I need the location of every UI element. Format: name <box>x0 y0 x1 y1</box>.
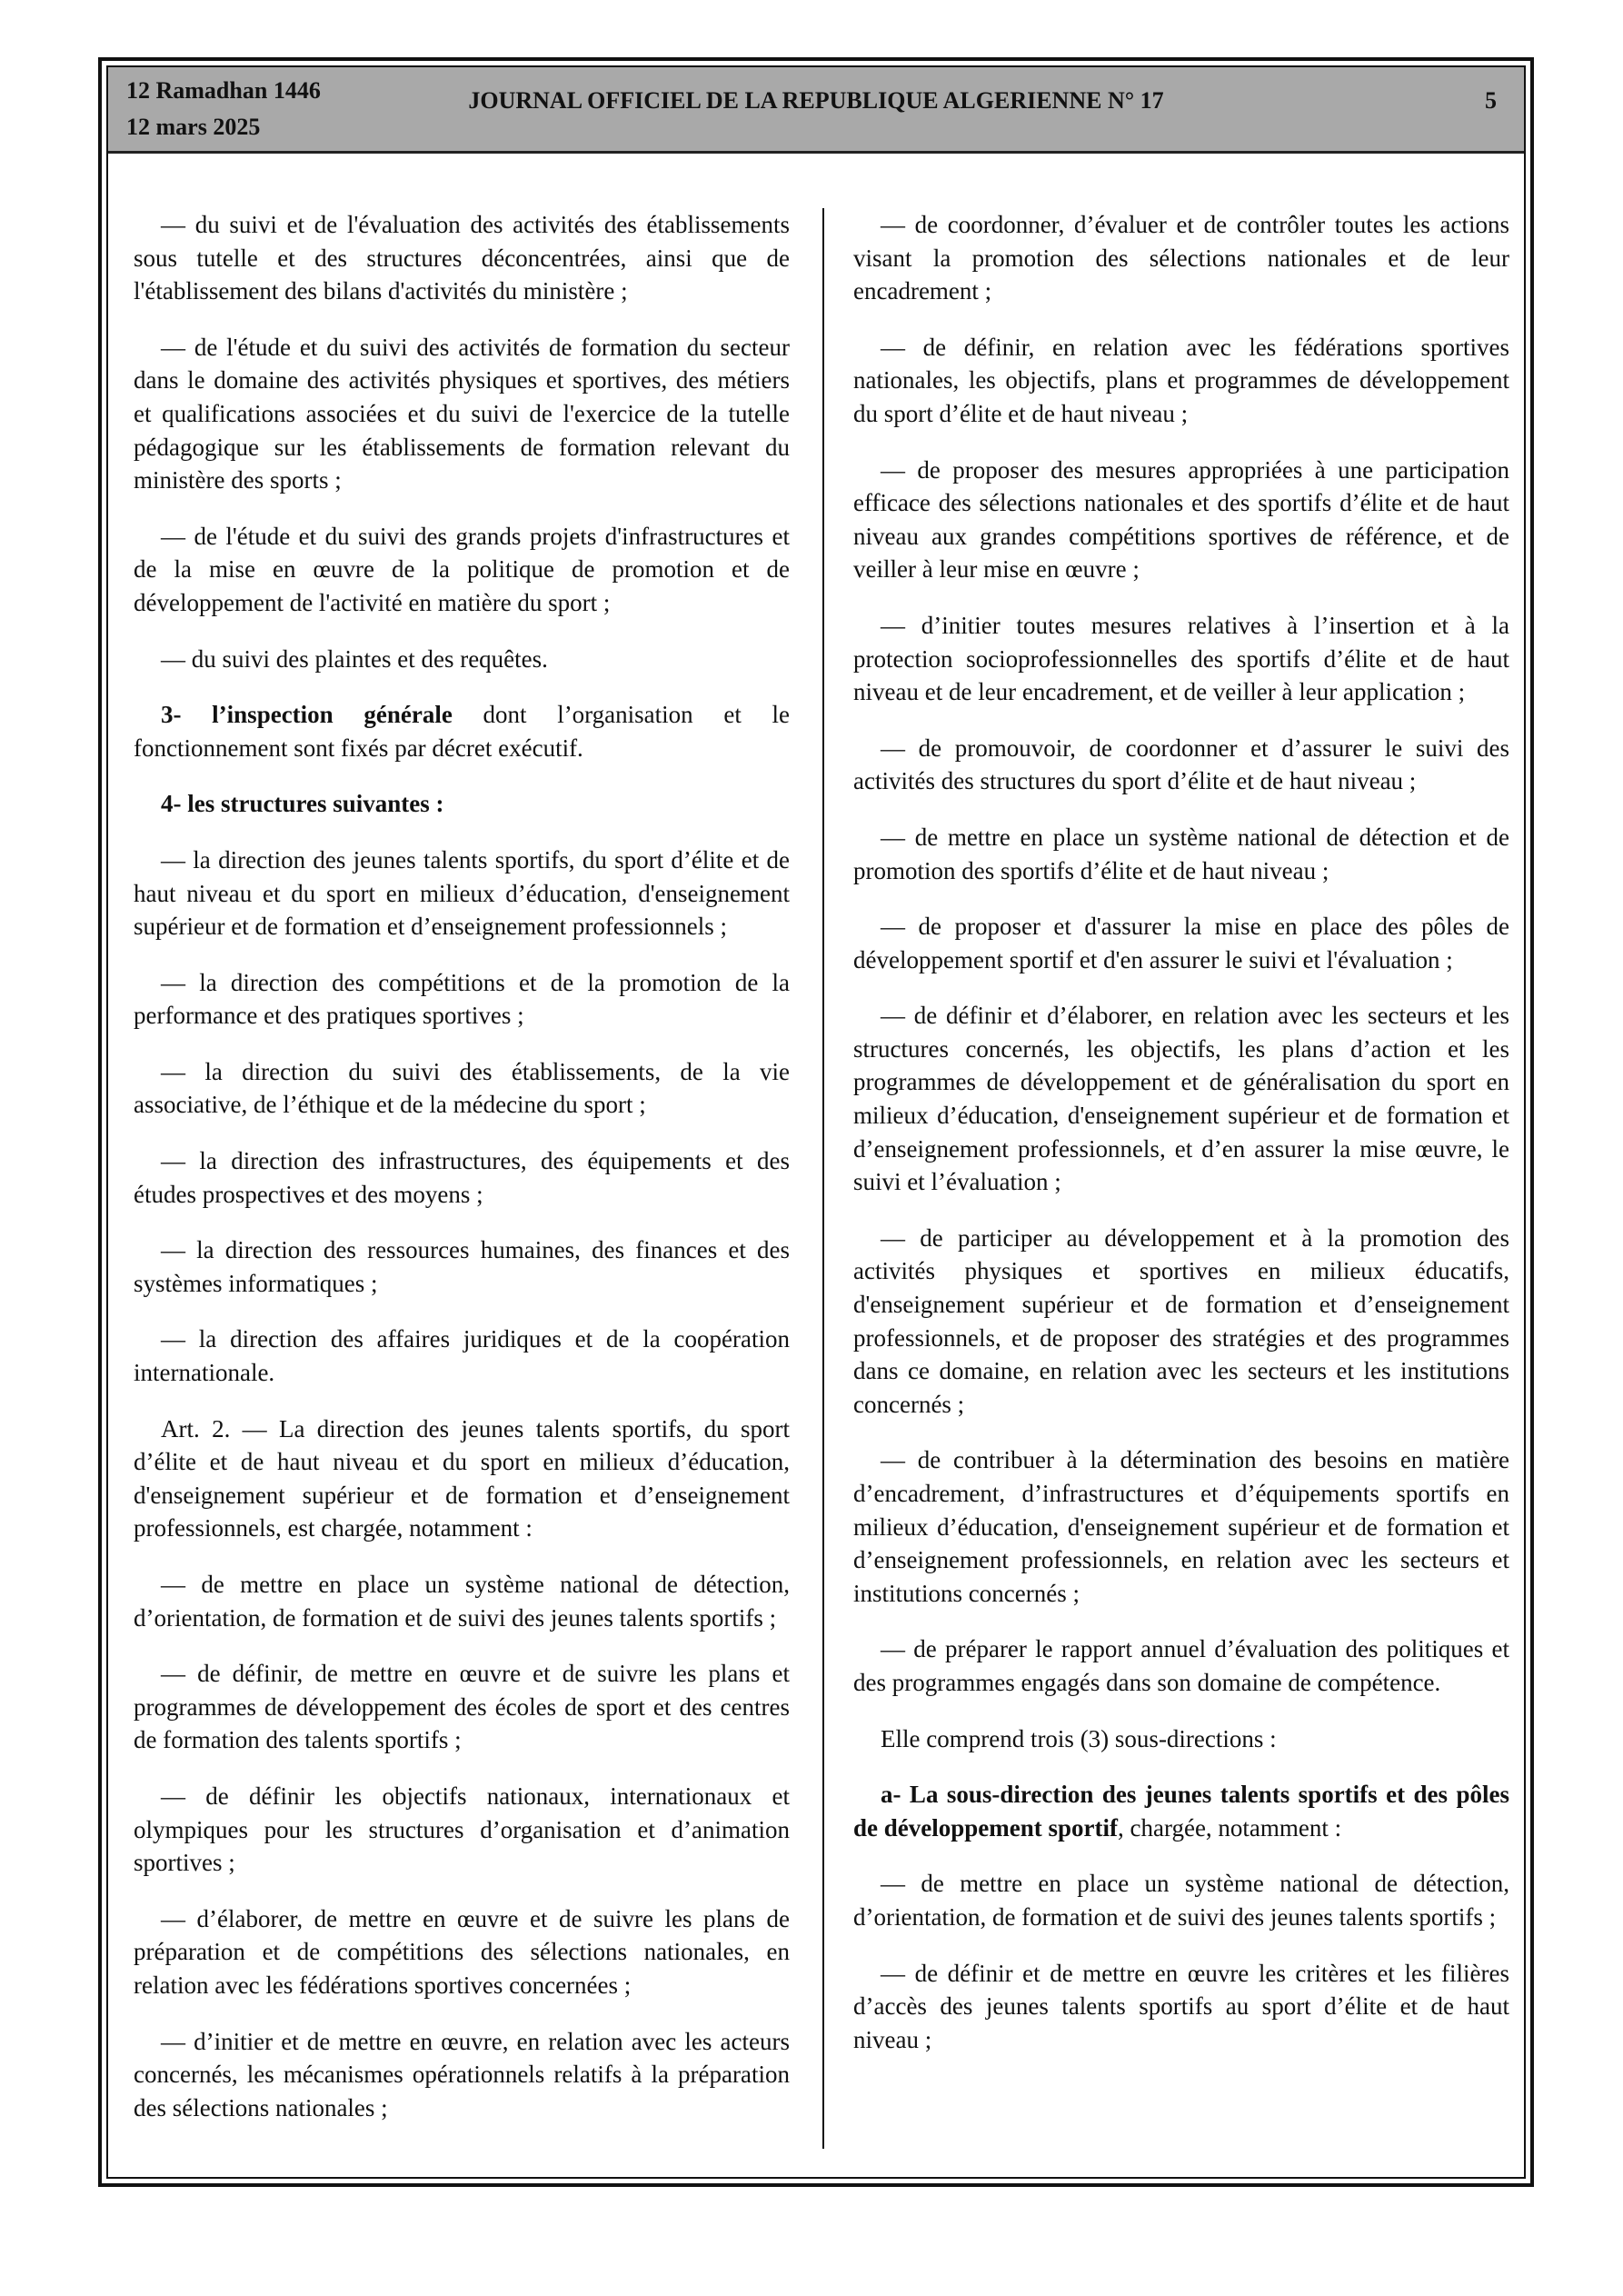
paragraph-text: — de définir, de mettre en œuvre et de suivre les plans et programmes de développement des écoles de sport et des centres de formation des talents sportifs ; <box>134 1660 790 1754</box>
paragraph-text: — du suivi et de l'évaluation des activités des établissements sous tutelle et des structures déconcentrées, ainsi que de l'établissement des bilans d'activités du ministère ; <box>134 211 790 305</box>
page-frame <box>98 57 1534 2187</box>
paragraph-text: — la direction des infrastructures, des équipements et des études prospectives et des moyens ; <box>134 1147 790 1208</box>
paragraph <box>853 454 1509 586</box>
paragraph <box>134 966 790 1033</box>
paragraph <box>853 1867 1509 1933</box>
paragraph-text: — de définir et d’élaborer, en relation avec les secteurs et les structures concernés, les objectifs, les plans d’action et les programmes de développement et de généralisation du sport en milieux d’éducation, d'enseignement supérieur et de formation et d’enseignement professionnels, et d’en assurer la mise œuvre, le suivi et l’évaluation ; <box>853 1002 1509 1196</box>
paragraph <box>853 821 1509 887</box>
paragraph-heading: 4- les structures suivantes : <box>161 790 444 818</box>
right-column <box>853 208 1509 2079</box>
paragraph <box>853 1957 1509 2057</box>
paragraph-text: — de participer au développement et à la promotion des activités physiques et sportives en milieux éducatifs, d'enseignement supérieur et de formation et d’enseignement professionnels, et de proposer des stratégies et des programmes dans ce domaine, en relation avec les secteurs et les institutions concernés ; <box>853 1223 1509 1418</box>
journal-title: JOURNAL OFFICIEL DE LA REPUBLIQUE ALGERIENNE N° 17 <box>468 87 1164 114</box>
paragraph <box>853 1722 1509 1756</box>
paragraph <box>853 910 1509 976</box>
paragraph-text: Elle comprend trois (3) sous-directions : <box>881 1724 1277 1752</box>
paragraph <box>134 787 790 821</box>
paragraph <box>134 643 790 676</box>
paragraph <box>134 2025 790 2125</box>
paragraph-text: — la direction des affaires juridiques et de la coopération internationale. <box>134 1325 790 1387</box>
paragraph-text: — d’initier toutes mesures relatives à l’insertion et à la protection socioprofessionnelles des sportifs d’élite et de haut niveau et de leur encadrement, et de veiller à leur application ; <box>853 611 1509 706</box>
page-header <box>108 67 1524 154</box>
page-number: 5 <box>1485 87 1497 114</box>
paragraph-text: — de l'étude et du suivi des grands projets d'infrastructures et de la mise en œuvre de la politique de promotion et de développement de l'activité en matière du sport ; <box>134 522 790 616</box>
paragraph <box>134 698 790 764</box>
paragraph-text: — la direction des jeunes talents sportifs, du sport d’élite et de haut niveau et du sport en milieux d’éducation, d'enseignement supérieur et de formation et d’enseignement professionnels ; <box>134 845 790 941</box>
paragraph-text: — de l'étude et du suivi des activités de formation du secteur dans le domaine des activités physiques et sportives, des métiers et qualifications associées et du suivi de l'exercice de la tutelle pédagogique sur les établissements de formation relevant du ministère des sports ; <box>134 333 790 494</box>
paragraph-text: — de contribuer à la détermination des besoins en matière d’encadrement, d’infrastructures et d’équipements sportifs en milieux d’éducation, d'enseignement supérieur et de formation et d’enseignement professionnels, en relation avec les secteurs et institutions concernés ; <box>853 1446 1509 1607</box>
paragraph-text: — de promouvoir, de coordonner et d’assurer le suivi des activités des structures du sport d’élite et de haut niveau ; <box>853 734 1509 795</box>
paragraph-text: — de proposer et d'assurer la mise en place des pôles de développement sportif et d'en assurer le suivi et l'évaluation ; <box>853 913 1509 973</box>
page-inner-border <box>106 65 1526 2179</box>
paragraph-text: — la direction des compétitions et de la promotion de la performance et des pratiques sportives ; <box>134 968 790 1030</box>
paragraph-text: — de proposer des mesures appropriées à une participation efficace des sélections nationales et des sportifs d’élite et de haut niveau aux grandes compétitions sportives de référence, et de veiller à leur mise en œuvre ; <box>853 455 1509 584</box>
paragraph-text: Art. 2. — La direction des jeunes talents sportifs, du sport d’élite et de haut niveau et du sport en milieux d’éducation, d'enseignement supérieur et de formation et d’enseignement professionnels, est chargée, notamment : <box>134 1414 790 1542</box>
paragraph <box>853 732 1509 798</box>
paragraph-text: — la direction des ressources humaines, des finances et des systèmes informatiques ; <box>134 1236 790 1297</box>
paragraph <box>134 844 790 943</box>
paragraph-text: — d’élaborer, de mettre en œuvre et de suivre les plans de préparation et de compétitions des sélections nationales, en relation avec les fédérations sportives concernées ; <box>134 1904 790 1999</box>
paragraph <box>134 1568 790 1634</box>
paragraph <box>134 1902 790 2002</box>
paragraph-heading: 3- l’inspection générale <box>161 701 453 729</box>
paragraph <box>853 609 1509 709</box>
paragraph <box>134 520 790 620</box>
paragraph-text: — de coordonner, d’évaluer et de contrôler toutes les actions visant la promotion des sélections nationales et de leur encadrement ; <box>853 211 1509 305</box>
paragraph-text: — d’initier et de mettre en œuvre, en relation avec les acteurs concernés, les mécanismes opérationnels relatifs à la préparation des sélections nationales ; <box>134 2027 790 2121</box>
column-divider <box>822 208 824 2149</box>
paragraph-text: dont l’organisation et le fonctionnement sont fixés par décret exécutif. <box>134 701 790 762</box>
paragraph-text: — de définir les objectifs nationaux, internationaux et olympiques pour les structures d’organisation et d’animation sportives ; <box>134 1782 790 1877</box>
left-column <box>134 208 790 2147</box>
paragraph <box>853 1222 1509 1422</box>
paragraph-text: — du suivi des plaintes et des requêtes. <box>161 644 548 673</box>
paragraph <box>134 208 790 308</box>
paragraph-text: — la direction du suivi des établissements, de la vie associative, de l’éthique et de la médecine du sport ; <box>134 1057 790 1119</box>
paragraph <box>853 1778 1509 1844</box>
paragraph <box>853 1632 1509 1699</box>
paragraph-text: , chargée, notamment : <box>1117 1813 1342 1842</box>
paragraph <box>134 1413 790 1545</box>
paragraph <box>134 1144 790 1211</box>
paragraph-text: — de définir et de mettre en œuvre les critères et les filières d’accès des jeunes talents sportifs au sport d’élite et de haut niveau ; <box>853 1959 1509 2053</box>
gregorian-date: 12 mars 2025 <box>126 114 261 140</box>
paragraph <box>853 208 1509 308</box>
paragraph-heading: a- La sous-direction des jeunes talents sportifs et des pôles de développement sportif <box>853 1781 1509 1842</box>
paragraph-text: — de préparer le rapport annuel d’évaluation des politiques et des programmes engagés dans son domaine de compétence. <box>853 1635 1509 1696</box>
paragraph-text: — de mettre en place un système national de détection, d’orientation, de formation et de suivi des jeunes talents sportifs ; <box>134 1571 790 1632</box>
paragraph <box>134 1055 790 1122</box>
paragraph <box>853 999 1509 1199</box>
paragraph <box>134 331 790 497</box>
paragraph <box>134 1657 790 1757</box>
paragraph <box>134 1323 790 1389</box>
paragraph <box>853 1443 1509 1610</box>
paragraph <box>134 1780 790 1880</box>
paragraph <box>134 1233 790 1300</box>
paragraph-text: — de mettre en place un système national de détection et de promotion des sportifs d’élite et de haut niveau ; <box>853 823 1509 884</box>
paragraph-text: — de définir, en relation avec les fédérations sportives nationales, les objectifs, plans et programmes de développement du sport d’élite et de haut niveau ; <box>853 333 1509 427</box>
paragraph-text: — de mettre en place un système national de détection, d’orientation, de formation et de suivi des jeunes talents sportifs ; <box>853 1870 1509 1931</box>
paragraph <box>853 331 1509 431</box>
hijri-date: 12 Ramadhan 1446 <box>126 77 321 104</box>
